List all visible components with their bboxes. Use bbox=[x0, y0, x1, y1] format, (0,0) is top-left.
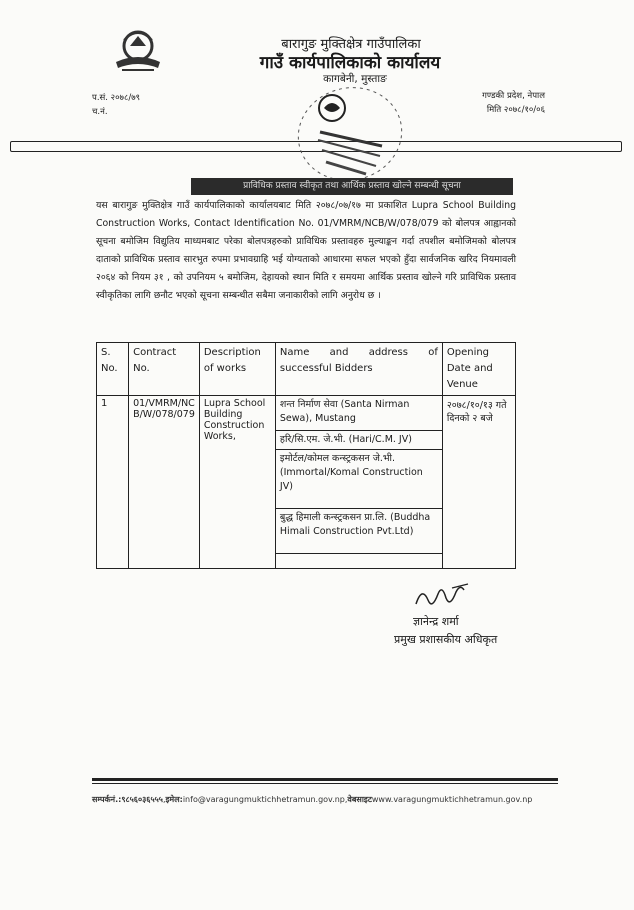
email-label: इमेल: bbox=[165, 795, 183, 804]
cell-bidders bbox=[275, 396, 442, 569]
signatory-name: ज्ञानेन्द्र शर्मा bbox=[413, 615, 459, 628]
header-opening: Opening Date and Venue bbox=[442, 343, 515, 396]
header-contract: Contract No. bbox=[129, 343, 200, 396]
footer-divider-thin bbox=[92, 783, 558, 784]
table-header-row bbox=[97, 343, 516, 396]
footer-divider bbox=[92, 778, 558, 781]
date-block bbox=[430, 89, 545, 117]
signatory-title: प्रमुख प्रशासकीय अधिकृत bbox=[394, 633, 498, 646]
handwritten-signature bbox=[412, 582, 472, 612]
email-address: info@varagungmuktichhetramun.gov.np bbox=[182, 795, 345, 804]
notice-subject: प्राविधिक प्रस्ताव स्वीकृत तथा आर्थिक प्रस्ताव खोल्ने सम्बन्धी सूचना bbox=[191, 178, 513, 195]
bidder-item: हरि/सि.एम. जे.भी. (Hari/C.M. JV) bbox=[276, 431, 442, 450]
notice-body: यस बारागुङ मुक्तिक्षेत्र गाउँ कार्यपालिकाको कार्यालयबाट मिति २०७८/०७/१७ मा प्रकाशित Lupra School Building Construction Works, Contact Identification No. 01/VMRM/NCB/W/078/079 को बोलपत्र आह्वानको सूचना बमोजिम विद्युतिय माध्यमबाट परेका बोलपत्रहरुको प्राविधिक प्रस्तावहरु मुल्याङ्कन गर्दा तपशील बमोजिमको बोलपत्र दाताको प्राविधिक प्रस्ताव सारभुत रुपमा प्रभावग्राहि भई योग्यताको आधारमा सफल भएको हुँदा सार्वजनिक खरिद नियमावली २०६४ को नियम ३१ , को उपनियम ५ बमोजिम, देहायको स्थान मिति र समयमा आर्थिक प्रस्ताव खोल्ने गरि प्राविधिक प्रस्ताव स्वीकृतिका लागि छनौट भएको सूचना सम्बन्धीत सबैमा जनाकारीको लागि अनुरोध छ । bbox=[96, 200, 516, 301]
bid-results-table bbox=[96, 342, 516, 569]
office-seal-stamp bbox=[290, 80, 410, 188]
province-name: गण्डकी प्रदेश, नेपाल bbox=[482, 91, 545, 101]
org-name-line1: बारागुङ मुक्तिक्षेत्र गाउँपालिका bbox=[281, 37, 421, 52]
nepal-emblem-logo bbox=[108, 22, 168, 80]
org-name-line2: गाउँ कार्यपालिकाको कार्यालय bbox=[259, 53, 441, 73]
document-date: मिति २०७८/१०/०६ bbox=[486, 105, 545, 115]
org-address: कागबेनी, मुस्ताङ bbox=[323, 73, 387, 85]
reference-block bbox=[92, 91, 140, 119]
website-label: वेबसाइट bbox=[347, 795, 372, 804]
header-sn: S. No. bbox=[97, 343, 129, 396]
cell-description: Lupra School Building Construction Works, bbox=[199, 396, 275, 569]
header-description: Description of works bbox=[199, 343, 275, 396]
fiscal-year-ref: प.सं. २०७८/७९ bbox=[92, 93, 141, 103]
bidder-item: शन्त निर्माण सेवा (Santa Nirman Sewa), Mustang bbox=[276, 396, 442, 431]
table-row bbox=[97, 396, 516, 569]
bidder-spacer bbox=[276, 554, 442, 568]
header-bidders: Name and address of successful Bidders bbox=[275, 343, 442, 396]
website-address: www.varagungmuktichhetramun.gov.np bbox=[371, 795, 533, 804]
cell-sn: 1 bbox=[97, 396, 129, 569]
footer-contact: सम्पर्कनं.:९८५६०३६५५५,इमेल:info@varagungmuktichhetramun.gov.np,वेबसाइटwww.varagungmuktichhetramun.gov.np bbox=[92, 795, 533, 804]
bidder-item: इमोर्टल/कोमल कन्स्ट्रकसन जे.भी. (Immortal/Komal Construction JV) bbox=[276, 450, 442, 509]
phone-number: ९८५६०३६५५५ bbox=[121, 795, 163, 804]
bidder-item: बुद्ध हिमाली कन्स्ट्रकसन प्रा.लि. (Buddha Himali Construction Pvt.Ltd) bbox=[276, 509, 442, 554]
cell-contract: 01/VMRM/NCB/W/078/079 bbox=[129, 396, 200, 569]
contact-label: सम्पर्कनं.: bbox=[92, 795, 122, 804]
dispatch-number: च.नं. bbox=[92, 107, 108, 117]
cell-opening: २०७८/१०/१३ गते दिनको २ बजे bbox=[442, 396, 515, 569]
